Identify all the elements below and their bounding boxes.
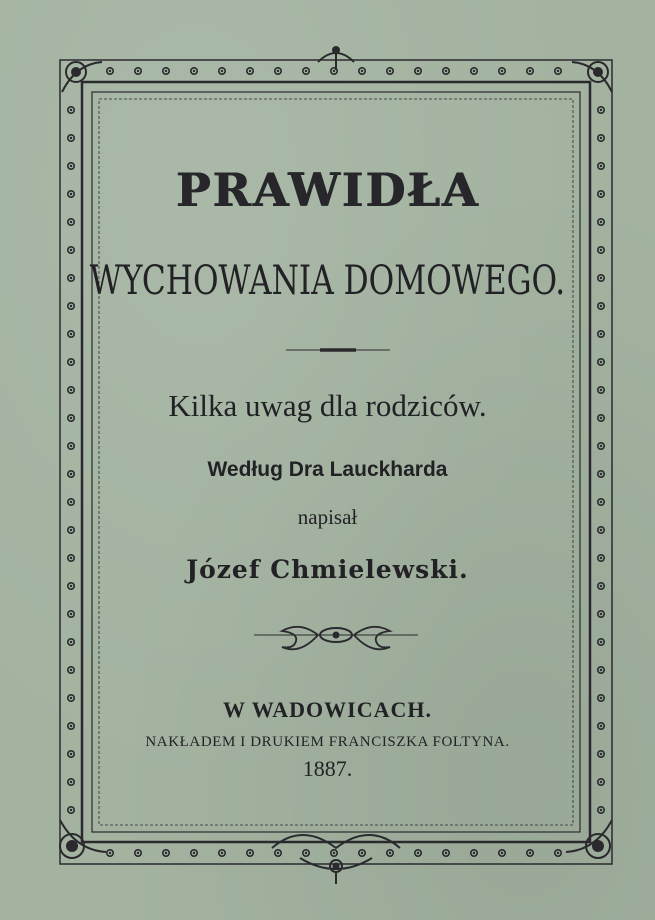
border-ornament-dot	[473, 852, 475, 854]
border-ornament-dot	[249, 70, 251, 72]
border-ornament-dot	[445, 70, 447, 72]
border-ornament-dot	[165, 852, 167, 854]
author-name: Józef Chmielewski.	[186, 555, 469, 584]
border-ornament-dot	[600, 753, 602, 755]
border-ornament-dot	[70, 221, 72, 223]
border-ornament-dot	[193, 852, 195, 854]
border-ornament-dot	[501, 852, 503, 854]
border-ornament-dot	[529, 852, 531, 854]
border-ornament-dot	[277, 852, 279, 854]
border-ornament-dot	[165, 70, 167, 72]
border-ornament-dot	[109, 70, 111, 72]
border-ornament-dot	[70, 725, 72, 727]
border-ornament-dot	[70, 305, 72, 307]
source-attribution: Według Dra Lauckharda	[207, 458, 448, 481]
wrote-label: napisał	[297, 505, 358, 529]
border-ornament-dot	[600, 501, 602, 503]
border-ornament-dot	[600, 585, 602, 587]
border-ornament-dot	[70, 809, 72, 811]
border-ornament-dot	[361, 852, 363, 854]
border-ornament-dot	[600, 137, 602, 139]
border-ornament-dot	[193, 70, 195, 72]
border-ornament-dot	[70, 137, 72, 139]
top-center-ornament	[318, 47, 354, 70]
border-ornament-dot	[70, 753, 72, 755]
title-line-2: WYCHOWANIA DOMOWEGO.	[89, 258, 566, 304]
border-ornament-dot	[600, 669, 602, 671]
border-ornament-dot	[600, 109, 602, 111]
border-ornament-dot	[137, 70, 139, 72]
border-ornament-dot	[70, 445, 72, 447]
border-ornament-dot	[557, 852, 559, 854]
border-ornament-dot	[445, 852, 447, 854]
border-ornament-dot	[70, 613, 72, 615]
border-ornament-dot	[389, 852, 391, 854]
border-ornament-dot	[70, 333, 72, 335]
border-ornament-dot	[70, 669, 72, 671]
subtitle: Kilka uwag dla rodziców.	[168, 388, 487, 423]
border-ornament-dot	[109, 852, 111, 854]
border-ornament-dot	[600, 221, 602, 223]
publisher-line: NAKŁADEM I DRUKIEM FRANCISZKA FOLTYNA.	[145, 734, 510, 750]
divider-ornament	[254, 627, 418, 649]
border-ornament-dot	[249, 852, 251, 854]
border-ornament-dot	[70, 641, 72, 643]
border-ornament-dot	[333, 852, 335, 854]
border-ornament-dot	[70, 501, 72, 503]
border-ornament-dot	[70, 109, 72, 111]
border-ornament-dot	[501, 70, 503, 72]
border-ornament-dot	[137, 852, 139, 854]
border-ornament-dot	[600, 725, 602, 727]
border-ornament-dot	[600, 361, 602, 363]
border-ornament-dot	[473, 70, 475, 72]
border-ornament-dot	[361, 70, 363, 72]
border-ornament-dot	[417, 70, 419, 72]
border-ornament-dot	[70, 249, 72, 251]
border-ornament-dot	[600, 333, 602, 335]
border-ornament-dot	[600, 809, 602, 811]
corner-ornament-top-right	[572, 62, 612, 92]
border-ornament-dot	[600, 249, 602, 251]
border-ornament-dot	[600, 445, 602, 447]
border-ornament-dot	[600, 305, 602, 307]
border-ornament-dot	[600, 641, 602, 643]
title-line-1: PRAWIDŁA	[175, 163, 480, 217]
border-ornament-dot	[305, 70, 307, 72]
border-ornament-dot	[600, 613, 602, 615]
border-ornament-dot	[305, 852, 307, 854]
border-ornament-dot	[600, 277, 602, 279]
publication-place: W WADOWICACH.	[223, 697, 432, 722]
border-ornament-dot	[277, 70, 279, 72]
border-ornament-dot	[70, 361, 72, 363]
publication-year: 1887.	[302, 756, 353, 781]
border-ornament-dot	[529, 70, 531, 72]
border-ornament-dot	[221, 70, 223, 72]
border-ornament-dot	[221, 852, 223, 854]
border-ornament-dot	[389, 70, 391, 72]
border-ornament-dot	[333, 70, 335, 72]
border-ornament-dot	[70, 585, 72, 587]
border-ornament-dot	[417, 852, 419, 854]
border-ornament-dot	[557, 70, 559, 72]
